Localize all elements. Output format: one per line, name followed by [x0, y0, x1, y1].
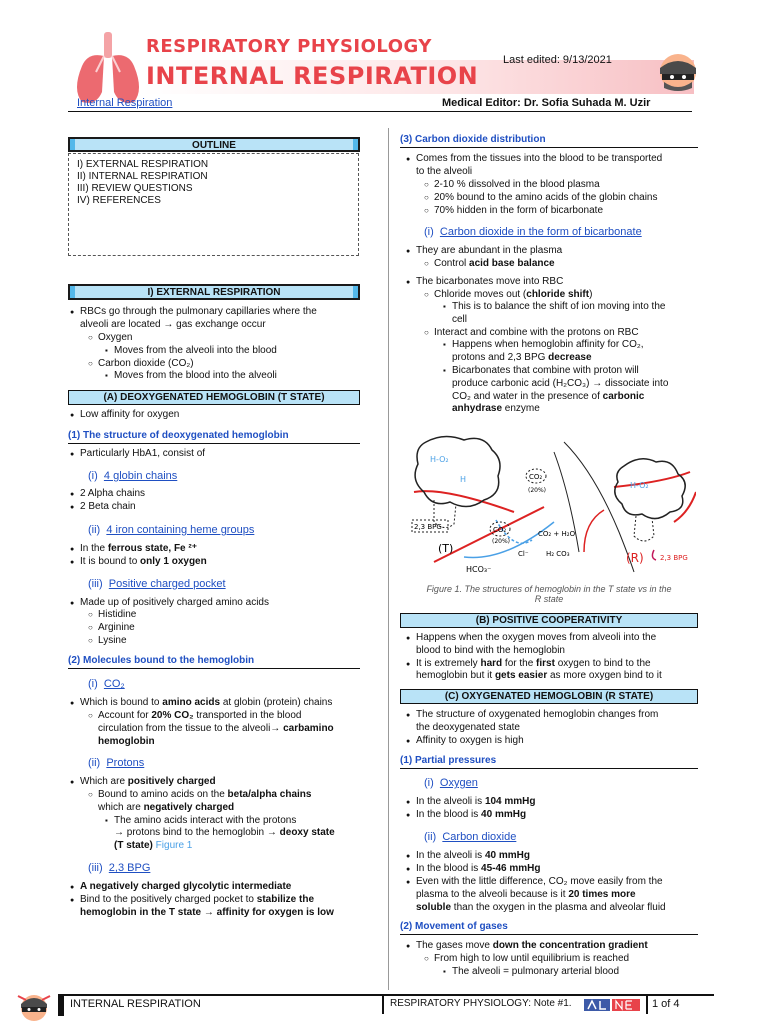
sub-sub-bullet-text: ▪ Moves from the alveoli into the blood: [114, 345, 277, 358]
figure-label-r-state: (R): [626, 551, 644, 565]
header-divider: [68, 111, 692, 112]
figure-label-bpg: 2,3 BPG: [414, 523, 442, 531]
outline-item[interactable]: III) REVIEW QUESTIONS: [77, 183, 193, 194]
bullet-text: soluble than the oxygen in the plasma and alveolar fluid: [416, 902, 666, 913]
sub-bullet-text: ○ Histidine: [98, 609, 136, 622]
bullet-text: ● A negatively charged glycolytic intermediate: [80, 881, 291, 894]
last-edited: Last edited: 9/13/2021: [503, 54, 612, 66]
bullet-text: ● It is extremely hard for the first oxygen to bind to the: [416, 658, 651, 671]
medical-editor: Medical Editor: Dr. Sofia Suhada M. Uzir: [442, 97, 651, 109]
subsection-heading-deoxy: (A) DEOXYGENATED HEMOGLOBIN (T STATE): [68, 390, 360, 405]
sub-bullet-text: ○ Carbon dioxide (CO₂): [98, 358, 194, 371]
sub-bullet-text: ○ 2-10 % dissolved in the blood plasma: [434, 179, 600, 192]
bullet-text: ● The gases move down the concentration gradient: [416, 940, 648, 953]
figure-label-bicarbonate: HCO₃⁻: [466, 565, 492, 574]
bullet-text: to the alveoli: [416, 166, 473, 177]
footer-divider: [58, 994, 714, 996]
bullet-text: ● Happens when the oxygen moves from alveoli into the: [416, 632, 656, 645]
heading-movement-of-gases: (2) Movement of gases: [400, 920, 698, 935]
bullet-text: ● Even with the little difference, CO₂ move easily from the: [416, 876, 663, 889]
sub-sub-bullet-text: ▪ The alveoli = pulmonary arterial blood: [452, 966, 619, 979]
sub-bullet-text: ○ Arginine: [98, 622, 135, 635]
footer-page-bar: [646, 996, 648, 1014]
outline-item[interactable]: IV) REFERENCES: [77, 195, 161, 206]
sub-bullet-text: ○ Chloride moves out (chloride shift): [434, 289, 592, 302]
sub-sub-bullet-text: ▪ The amino acids interact with the protons: [114, 815, 296, 828]
subsection-heading-oxy: (C) OXYGENATED HEMOGLOBIN (R STATE): [400, 689, 698, 704]
sub-sub-bullet-text: anhydrase enzyme: [452, 403, 540, 414]
bullet-text: plasma to the alveoli because is it 20 times more: [416, 889, 636, 900]
svg-text:H: H: [460, 475, 467, 484]
bullet-text: blood to bind with the hemoglobin: [416, 645, 565, 656]
figure-label-chloride: Cl⁻: [518, 550, 529, 558]
lungs-icon: [68, 28, 148, 106]
sub-bullet-text: ○ Control acid base balance: [434, 258, 555, 271]
bullet-text: ● In the alveoli is 40 mmHg: [416, 850, 530, 863]
heading-molecules-bound: (2) Molecules bound to the hemoglobin: [68, 654, 360, 669]
bullet-text: ● Bind to the positively charged pocket to stabilize the: [80, 894, 314, 907]
sub-bullet-text: circulation from the tissue to the alveoli→ carbamino: [98, 723, 334, 734]
bullet-text: ● RBCs go through the pulmonary capillaries where the: [80, 306, 317, 319]
figure-1-link[interactable]: Figure 1: [152, 840, 193, 851]
sub-sub-bullet-text: CO₂ and water in the presence of carbonic: [452, 391, 645, 402]
footer-note: RESPIRATORY PHYSIOLOGY: Note #1.: [390, 998, 572, 1009]
bullet-text: hemoglobin in the T state → affinity for oxygen is low: [80, 907, 334, 918]
svg-text:H-O₂: H-O₂: [630, 481, 649, 490]
sub-bullet-text: ○ Interact and combine with the protons on RBC: [434, 327, 639, 340]
bullet-text: the deoxygenated state: [416, 722, 520, 733]
figure-label-equation: CO₂ + H₂O: [538, 530, 576, 538]
item-heading: (i) Carbon dioxide in the form of bicarbonate: [424, 226, 642, 238]
footer-ninja-icon: [14, 990, 54, 1022]
bullet-text: alveoli are located → gas exchange occur: [80, 319, 266, 330]
page-title: INTERNAL RESPIRATION: [146, 62, 479, 90]
bullet-text: ● In the blood is 45-46 mmHg: [416, 863, 541, 876]
figure-label-bpg: 2,3 BPG: [660, 554, 688, 562]
sub-bullet-text: ○ 20% bound to the amino acids of the globin chains: [434, 192, 658, 205]
sub-sub-bullet-text: ▪ This is to balance the shift of ion moving into the: [452, 301, 665, 314]
item-heading: (i) 4 globin chains: [88, 470, 178, 482]
bullet-text: ● The structure of oxygenated hemoglobin changes from: [416, 709, 658, 722]
figure-label-percent: (20%): [528, 487, 547, 494]
page-number: 1 of 4: [652, 998, 680, 1010]
sub-bullet-text: ○ From high to low until equilibrium is reached: [434, 953, 629, 966]
bullet-text: ● They are abundant in the plasma: [416, 245, 562, 258]
outline-item[interactable]: II) INTERNAL RESPIRATION: [77, 171, 208, 182]
sub-sub-bullet-text: cell: [452, 314, 468, 325]
sub-sub-bullet-text: ▪ Happens when hemoglobin affinity for CO₂,: [452, 339, 644, 352]
item-heading: (ii) 4 iron containing heme groups: [88, 524, 255, 536]
bullet-text: ● In the ferrous state, Fe ²⁺: [80, 543, 197, 556]
ninja-mascot-icon: [658, 52, 698, 92]
bullet-text: ● Which is bound to amino acids at globin (protein) chains: [80, 697, 332, 710]
sub-bullet-text: ○ Account for 20% CO₂ transported in the blood: [98, 710, 301, 723]
item-heading: (i) CO₂: [88, 678, 125, 690]
figure-label-carbonic-acid: H₂ CO₃: [546, 550, 570, 558]
outline-item[interactable]: I) EXTERNAL RESPIRATION: [77, 159, 209, 170]
bullet-text: ● Low affinity for oxygen: [80, 409, 179, 422]
bullet-text: ● In the blood is 40 mmHg: [416, 809, 526, 822]
bullet-text: ● In the alveoli is 104 mmHg: [416, 796, 536, 809]
footer-left-bar: [58, 996, 64, 1016]
footer-mid-bar: [382, 996, 384, 1014]
item-heading: (ii) Protons: [88, 757, 145, 769]
heading-deoxy-structure: (1) The structure of deoxygenated hemoglobin: [68, 429, 360, 444]
item-heading: (iii) Positive charged pocket: [88, 578, 226, 590]
bullet-text: ● Comes from the tissues into the blood to be transported: [416, 153, 662, 166]
section-heading-external: I) EXTERNAL RESPIRATION: [68, 284, 360, 300]
ninja-nerd-logo: [584, 997, 642, 1013]
figure-label-co2: CO₂: [493, 526, 507, 534]
sub-bullet-text: ○ Bound to amino acids on the beta/alpha chains: [98, 789, 311, 802]
sub-sub-bullet-text: → protons bind to the hemoglobin → deoxy state: [114, 827, 335, 838]
bullet-text: ● It is bound to only 1 oxygen: [80, 556, 207, 569]
sub-bullet-text: which are negatively charged: [98, 802, 235, 813]
topic-link[interactable]: Internal Respiration: [77, 97, 173, 109]
outline-box: [68, 153, 359, 256]
heading-partial-pressures: (1) Partial pressures: [400, 754, 698, 769]
sub-bullet-text: ○ Lysine: [98, 635, 127, 648]
sub-sub-bullet-text: ▪ Moves from the blood into the alveoli: [114, 370, 277, 383]
outline-heading: OUTLINE: [68, 137, 360, 152]
sub-bullet-text: ○ Oxygen: [98, 332, 132, 345]
bullet-text: ● 2 Alpha chains: [80, 488, 145, 501]
sub-sub-bullet-text: produce carbonic acid (H₂CO₃) → dissociate into: [452, 378, 669, 389]
bullet-text: ● Which are positively charged: [80, 776, 216, 789]
sub-sub-bullet-text: protons and 2,3 BPG decrease: [452, 352, 592, 363]
bullet-text: ● 2 Beta chain: [80, 501, 136, 514]
figure-hemoglobin-states: [404, 432, 696, 574]
item-heading: (iii) 2,3 BPG: [88, 862, 151, 874]
figure-caption: Figure 1. The structures of hemoglobin in the T state vs in the R state: [426, 584, 672, 604]
heading-co2-distribution: (3) Carbon dioxide distribution: [400, 133, 698, 148]
bullet-text: ● The bicarbonates move into RBC: [416, 276, 563, 289]
sub-sub-bullet-text: (T state) Figure 1: [114, 840, 193, 851]
subsection-heading-cooperativity: (B) POSITIVE COOPERATIVITY: [400, 613, 698, 628]
sub-bullet-text: hemoglobin: [98, 736, 155, 747]
item-heading: (ii) Carbon dioxide: [424, 831, 517, 843]
sub-sub-bullet-text: ▪ Bicarbonates that combine with proton will: [452, 365, 639, 378]
bullet-text: ● Made up of positively charged amino acids: [80, 597, 269, 610]
figure-label-t-state: (T): [438, 542, 454, 555]
sub-bullet-text: ○ 70% hidden in the form of bicarbonate: [434, 205, 603, 218]
bullet-text: ● Affinity to oxygen is high: [416, 735, 524, 748]
svg-text:H-O₂: H-O₂: [430, 455, 449, 464]
figure-label-percent: (20%): [492, 538, 511, 545]
column-divider: [388, 128, 389, 990]
bullet-text: hemoglobin but it gets easier as more oxygen bind to it: [416, 670, 662, 681]
header-subject: RESPIRATORY PHYSIOLOGY: [146, 36, 432, 57]
figure-label-co2: CO₂: [529, 473, 543, 481]
item-heading: (i) Oxygen: [424, 777, 478, 789]
bullet-text: ● Particularly HbA1, consist of: [80, 448, 205, 461]
footer-topic: INTERNAL RESPIRATION: [70, 998, 201, 1010]
